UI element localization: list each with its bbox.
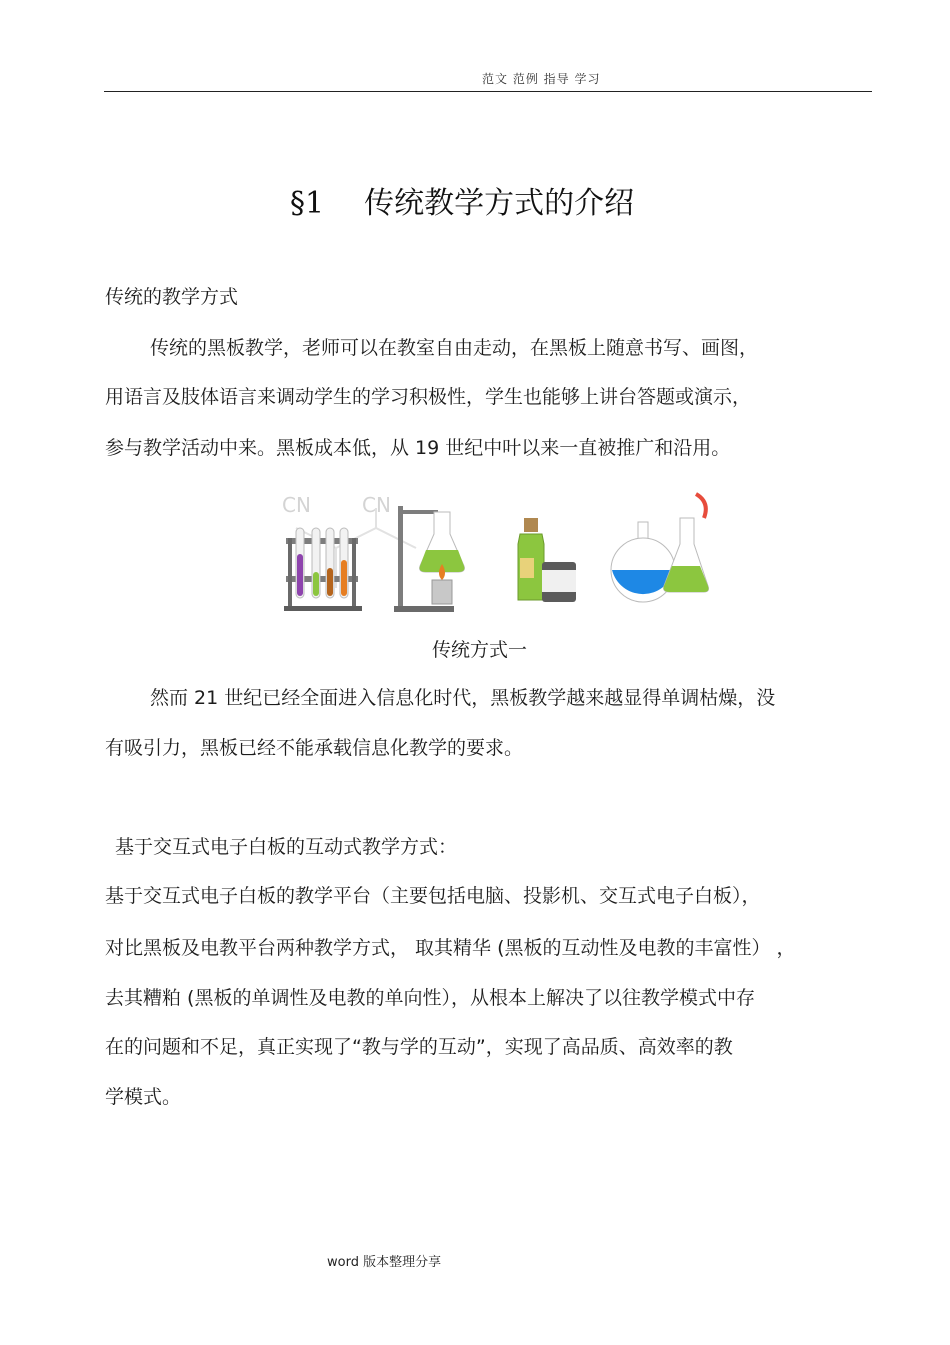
- paragraph-line: 然而 21 世纪已经全面进入信息化时代，黑板教学越来越显得单调枯燥，没: [150, 687, 776, 709]
- paragraph-line: 用语言及肢体语言来调动学生的学习积极性，学生也能够上讲台答题或演示，: [105, 386, 752, 408]
- paragraph-line: 去其糟粕 (黑板的单调性及电教的单向性），从根本上解决了以往教学模式中存: [105, 987, 755, 1009]
- paragraph-line: 在的问题和不足，真正实现了“教与学的互动”，实现了高品质、高效率的教: [105, 1036, 733, 1058]
- page-title: [290, 178, 634, 222]
- paragraph-line: 参与教学活动中来。黑板成本低，从 19 世纪中叶以来一直被推广和沿用。: [105, 437, 731, 459]
- header-rule: [104, 91, 872, 92]
- lab-glassware-figure: [276, 488, 710, 614]
- section-heading: 基于交互式电子白板的互动式教学方式：: [115, 836, 458, 858]
- page-header: 范文 范例 指导 学习: [482, 72, 601, 86]
- paragraph-line: 基于交互式电子白板的教学平台（主要包括电脑、投影机、交互式电子白板），: [105, 885, 761, 907]
- paragraph-line: 有吸引力，黑板已经不能承载信息化教学的要求。: [105, 737, 524, 759]
- figure-caption: 传统方式一: [432, 639, 528, 661]
- title-text: 传统教学方式的介绍: [364, 186, 635, 221]
- paragraph-line: 对比黑板及电教平台两种教学方式， 取其精华 (黑板的互动性及电教的丰富性） ，: [105, 937, 796, 959]
- paragraph-line: 学模式。: [105, 1086, 182, 1108]
- section-number: §1: [290, 186, 325, 221]
- conical-flask-green: [664, 494, 709, 592]
- bg-formula-label: CN: [282, 493, 311, 517]
- reagent-bottles: [518, 518, 576, 602]
- paragraph-line: 传统的黑板教学，老师可以在教室自由走动，在黑板上随意书写、画图，: [150, 337, 759, 359]
- section-heading: 传统的教学方式: [105, 286, 239, 308]
- ring-stand-with-flask: [394, 506, 464, 612]
- page-footer: word 版本整理分享: [327, 1255, 442, 1270]
- test-tube-rack: [284, 528, 362, 611]
- bg-formula-label: CN: [362, 493, 391, 517]
